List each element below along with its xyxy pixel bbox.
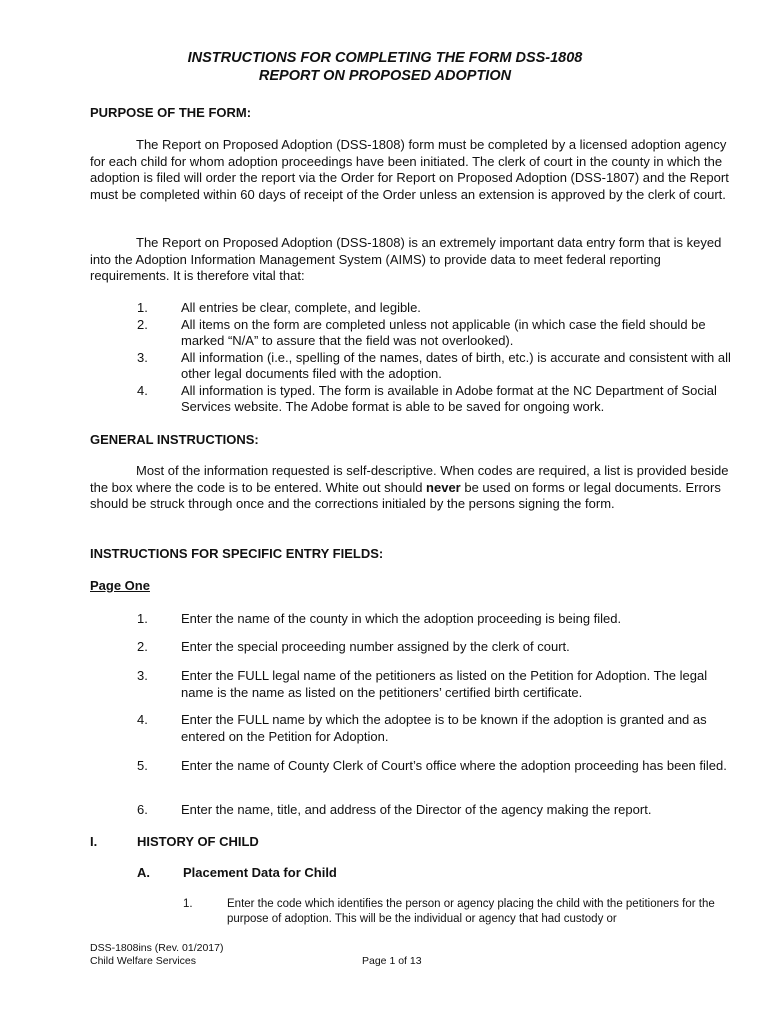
section-title: HISTORY OF CHILD (137, 834, 259, 849)
list-item-text: All information (i.e., spelling of the names, dates of birth, etc.) is accurate and consistent with all other legal documents filed with the adoption. (181, 349, 731, 381)
list-item-text: All information is typed. The form is available in Adobe format at the NC Department of Social Services website. The Adobe format is able to be saved for ongoing work. (181, 382, 717, 414)
general-text-b: be used on forms or legal documents. Errors should be struck through once and the corrections initialed by the persons signing the form. (90, 479, 721, 511)
footer-division: Child Welfare Services (90, 955, 197, 967)
list-item-text: Enter the name of County Clerk of Court’s office where the adoption proceeding has been filed. (181, 758, 727, 773)
requirements-list (137, 300, 737, 416)
specific-fields-heading: INSTRUCTIONS FOR SPECIFIC ENTRY FIELDS: (90, 546, 384, 561)
list-item-text: Enter the special proceeding number assigned by the clerk of court. (181, 639, 570, 654)
list-item-number: 4. (137, 382, 148, 398)
list-item-number: 2. (137, 639, 148, 654)
purpose-heading: PURPOSE OF THE FORM: (90, 105, 252, 120)
list-item-number: 3. (137, 668, 148, 683)
document-title-line-1: INSTRUCTIONS FOR COMPLETING THE FORM DSS-1808 (187, 50, 583, 66)
list-item-text: Enter the FULL name by which the adoptee is to be known if the adoption is granted and as entered on the Petition for Adoption. (181, 712, 707, 744)
subsection-title: Placement Data for Child (183, 865, 337, 880)
list-item (137, 350, 737, 383)
list-item-text: All entries be clear, complete, and legible. (181, 300, 421, 315)
general-instructions-paragraph (90, 463, 730, 513)
purpose-paragraph-2-text: The Report on Proposed Adoption (DSS-1808) is an extremely important data entry form that is keyed into the Adoption Information Management System (AIMS) to provide data to meet federal reporting requirements. It is therefore vital that: (90, 235, 722, 283)
page-one-subheading: Page One (90, 578, 150, 593)
subsection-letter: A. (137, 865, 150, 880)
list-item-number: 1. (183, 898, 193, 910)
list-item-text: Enter the name, title, and address of the Director of the agency making the report. (181, 802, 652, 817)
general-text-a: Most of the information requested is self-descriptive. When codes are required, a list is provided beside the box where the code is to be entered. White out should (90, 463, 729, 495)
purpose-paragraph-1-text: The Report on Proposed Adoption (DSS-1808) form must be completed by a licensed adoption agency for each child for whom adoption proceedings have been initiated. The clerk of court in the county in which the adoption is filed will order the report via the Order for Report on Proposed Adoption (DSS-1807) and the Report must be completed within 60 days of receipt of the Order unless an extension is approved by the clerk of court. (90, 137, 729, 202)
document-title-line-2: REPORT ON PROPOSED ADOPTION (258, 68, 512, 84)
list-item-number: 6. (137, 802, 148, 817)
list-item-number: 3. (137, 349, 148, 365)
footer-page-number: Page 1 of 13 (362, 955, 422, 967)
purpose-paragraph-2 (90, 235, 730, 285)
purpose-paragraph-1 (90, 137, 730, 203)
list-item-text: Enter the code which identifies the person or agency placing the child with the petitioners for the purpose of adoption. This will be the individual or agency that had custody or (227, 898, 715, 925)
list-item-text: Enter the FULL legal name of the petitioners as listed on the Petition for Adoption. The legal name is the name as listed on the petitioners’ certified birth certificate. (181, 668, 708, 700)
list-item (137, 317, 737, 350)
section-number: I. (90, 834, 98, 849)
general-instructions-heading: GENERAL INSTRUCTIONS: (90, 432, 259, 447)
list-item-text: All items on the form are completed unless not applicable (in which case the field should be marked “N/A” to assure that the field was not overlooked). (181, 316, 706, 348)
list-item-number: 4. (137, 712, 148, 727)
list-item (137, 383, 737, 416)
list-item-number: 2. (137, 316, 148, 332)
list-item-number: 5. (137, 758, 148, 773)
list-item-text: Enter the name of the county in which the adoption proceeding is being filed. (181, 611, 622, 626)
list-item-number: 1. (137, 611, 148, 626)
list-item-number: 1. (137, 300, 148, 315)
general-text-emphasis: never (426, 479, 461, 495)
footer-form-id: DSS-1808ins (Rev. 01/2017) (90, 942, 224, 954)
list-item (137, 300, 737, 317)
